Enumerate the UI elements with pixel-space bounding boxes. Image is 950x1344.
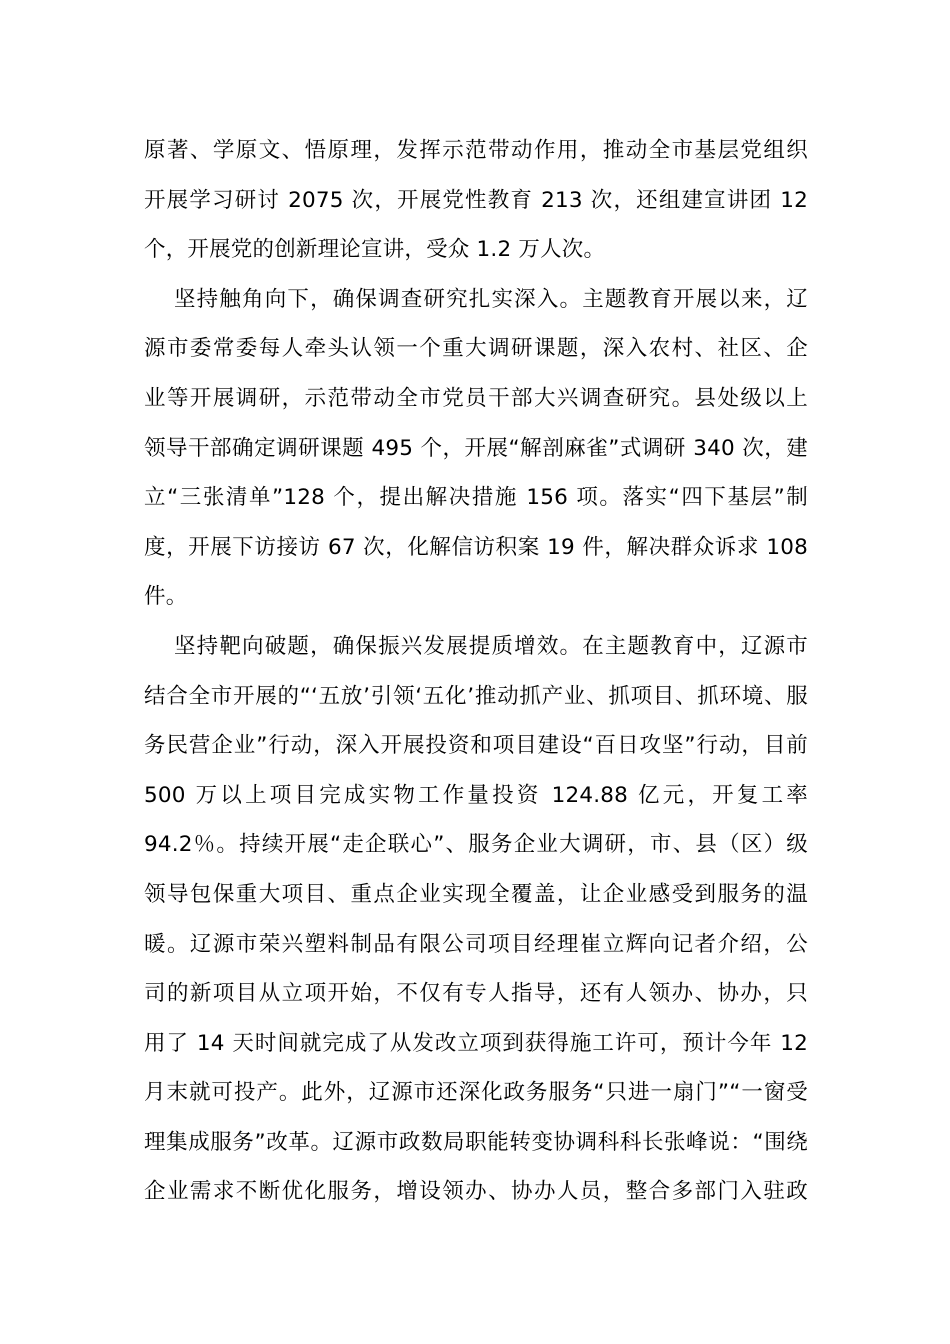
text-line: 度，开展下访接访 67 次，化解信访积案 19 件，解决群众诉求 108 (144, 534, 808, 560)
text-line: 领导包保重大项目、重点企业实现全覆盖，让企业感受到服务的温 (144, 881, 808, 907)
text-line: 务民营企业”行动，深入开展投资和项目建设“百日攻坚”行动，目前 (144, 733, 808, 759)
text-line: 司的新项目从立项开始，不仅有专人指导，还有人领办、协办，只 (144, 981, 808, 1007)
text-line: 领导干部确定调研课题 495 个，开展“解剖麻雀”式调研 340 次，建 (144, 435, 808, 461)
text-line: 500 万以上项目完成实物工作量投资 124.88 亿元，开复工率 (144, 782, 808, 808)
text-line: 暖。辽源市荣兴塑料制品有限公司项目经理崔立辉向记者介绍，公 (144, 931, 808, 957)
text-line: 源市委常委每人牵头认领一个重大调研课题，深入农村、社区、企 (144, 336, 808, 362)
paragraph-study (144, 126, 808, 275)
text-line: 理集成服务”改革。辽源市政数局职能转变协调科科长张峰说：“围绕 (144, 1129, 808, 1155)
text-line: 个，开展党的创新理论宣讲，受众 1.2 万人次。 (144, 237, 606, 263)
text-line: 结合全市开展的“‘五放’引领‘五化’推动抓产业、抓项目、抓环境、服 (144, 683, 808, 709)
paragraph-research (144, 275, 808, 622)
text-line: 用了 14 天时间就完成了从发改立项到获得施工许可，预计今年 12 (144, 1030, 808, 1056)
text-line: 件。 (144, 584, 188, 610)
text-line: 业等开展调研，示范带动全市党员干部大兴调查研究。县处级以上 (144, 385, 808, 411)
text-line: 94.2％。持续开展“走企联心”、服务企业大调研，市、县（区）级 (144, 832, 808, 858)
text-line: 企业需求不断优化服务，增设领办、协办人员，整合多部门入驻政 (144, 1179, 808, 1205)
text-line: 开展学习研讨 2075 次，开展党性教育 213 次，还组建宣讲团 12 (144, 187, 808, 213)
text-line: 原著、学原文、悟原理，发挥示范带动作用，推动全市基层党组织 (144, 138, 808, 163)
text-line: 月末就可投产。此外，辽源市还深化政务服务“只进一扇门”“一窗受 (144, 1080, 808, 1106)
text-line: 坚持靶向破题，确保振兴发展提质增效。在主题教育中，辽源市 (174, 633, 808, 659)
paragraph-development (144, 622, 808, 1217)
text-line: 坚持触角向下，确保调查研究扎实深入。主题教育开展以来，辽 (174, 286, 808, 312)
text-line: 立“三张清单”128 个，提出解决措施 156 项。落实“四下基层”制 (144, 485, 808, 511)
article-body (144, 126, 808, 1217)
